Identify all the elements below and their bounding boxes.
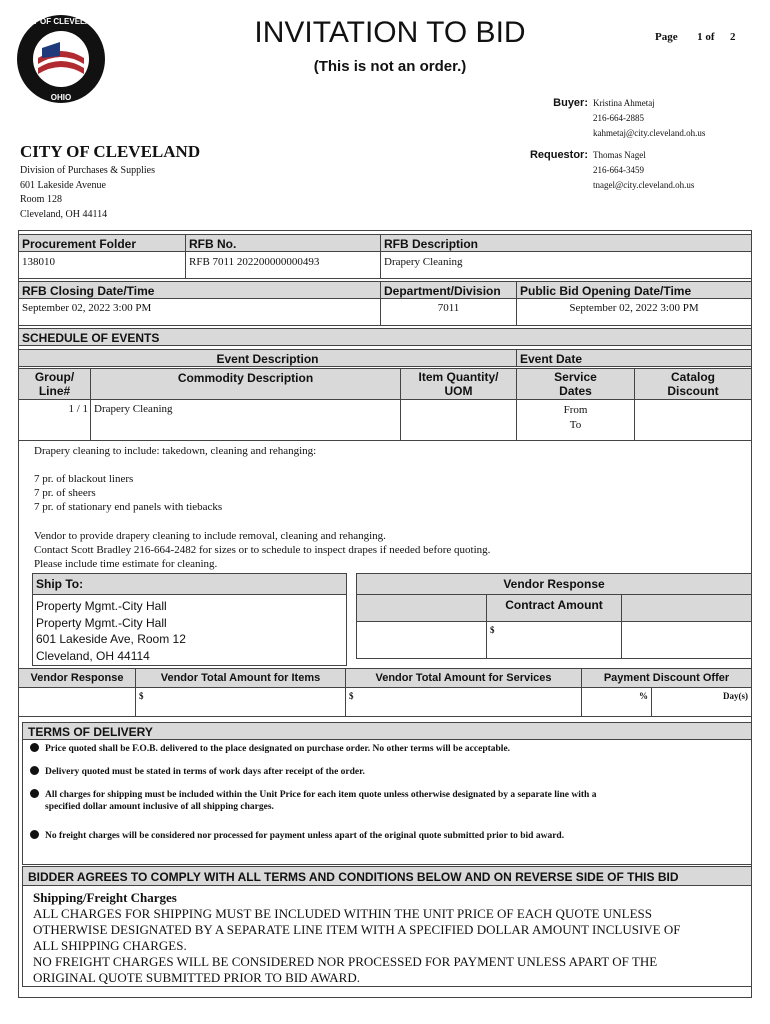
term-text-4: No freight charges will be considered nor processed for payment unless apart of the original quote submitted prior to bid award. [45,831,565,841]
rfb-description-header: RFB Description [380,234,752,252]
city-seal-logo [16,14,106,104]
desc-line-5: Vendor to provide drapery cleaning to include removal, cleaning and rehanging. [34,530,386,542]
buyer-label: Buyer: [553,97,588,109]
public-bid-opening-value: September 02, 2022 3:00 PM [516,298,752,326]
term-text-3b: specified dollar amount inclusive of all shipping charges. [45,802,274,812]
page-current: 1 [697,31,703,43]
shipping-para-1: ALL CHARGES FOR SHIPPING MUST BE INCLUDED WITHIN THE UNIT PRICE OF EACH QUOTE UNLESS [33,906,652,921]
service-to: To [569,419,582,431]
vendor-response-left-blank [356,594,487,622]
vendor-response-left-input[interactable] [356,621,487,659]
public-bid-opening-header: Public Bid Opening Date/Time [516,281,752,299]
term-text-1: Price quoted shall be F.O.B. delivered to the place designated on purchase order. No other terms will be acceptable. [45,744,511,754]
requestor-label: Requestor: [529,149,588,161]
bullet-icon [30,830,39,839]
shipping-freight-title: Shipping/Freight Charges [33,890,177,905]
desc-line-1: Drapery cleaning to include: takedown, cleaning and rehanging: [34,445,317,457]
item-quantity-header [400,368,517,400]
service-from: From [563,404,588,416]
vendor-response-right-input[interactable] [621,621,752,659]
ship-to-line-1: Property Mgmt.-City Hall [36,599,167,613]
event-date-header: Event Date [516,349,752,367]
terms-of-delivery-header: TERMS OF DELIVERY [22,722,752,740]
shipping-para-3: ALL SHIPPING CHARGES. [33,938,187,953]
term-text-3a: All charges for shipping must be included within the Unit Price for each item quote unless otherwise designated by a separate line with a [45,790,597,800]
buyer-phone: 216-664-2885 [593,113,644,123]
contract-amount-input[interactable] [486,621,622,659]
service-dates-header-2: Dates [559,384,592,398]
term-bullet-3 [30,789,596,813]
rfb-closing-header: RFB Closing Date/Time [18,281,381,299]
shipping-freight-block [22,885,752,987]
page-indicator [655,31,736,43]
rfb-closing-value: September 02, 2022 3:00 PM [18,298,381,326]
discount-days: Day(s) [723,691,748,701]
page-total: 2 [730,31,736,43]
items-dollar: $ [139,691,144,701]
catalog-discount-header-2: Discount [667,384,719,398]
ship-to-header: Ship To: [32,573,347,595]
vendor-total-items-input[interactable] [135,687,346,717]
desc-line-2: 7 pr. of blackout liners [34,473,134,485]
procurement-folder-header: Procurement Folder [18,234,186,252]
services-dollar: $ [349,691,354,701]
service-dates-header [516,368,635,400]
item-description-block [34,444,490,571]
bullet-icon [30,789,39,798]
contract-amount-dollar: $ [490,625,495,635]
group-line-header-2: Line# [38,384,71,398]
desc-line-7: Please include time estimate for cleaning. [34,558,218,570]
line-item-catalog-discount [634,399,752,441]
ship-to-line-3: 601 Lakeside Ave, Room 12 [36,632,186,646]
event-description-header: Event Description [18,349,517,367]
shipping-para-5: ORIGINAL QUOTE SUBMITTED PRIOR TO BID AWARD. [33,970,360,985]
item-quantity-header-2: UOM [444,384,473,398]
rfb-no-value: RFB 7011 202200000000493 [185,251,381,279]
buyer-info [593,96,705,141]
procurement-folder-value: 138010 [18,251,186,279]
bullet-icon [30,766,39,775]
contract-amount-header: Contract Amount [486,594,622,622]
org-address [20,164,155,222]
requestor-info [593,148,694,193]
catalog-discount-header [634,368,752,400]
department-division-value: 7011 [380,298,517,326]
schedule-of-events-header: SCHEDULE OF EVENTS [18,328,752,346]
org-line3: Room 128 [20,194,62,205]
term-bullet-4 [30,830,564,842]
vendor-response-input[interactable] [18,687,136,717]
shipping-para-2: OTHERWISE DESIGNATED BY A SEPARATE LINE ITEM WITH A SPECIFIED DOLLAR AMOUNT INCLUSIVE OF [33,922,681,937]
ship-to-address [32,594,347,666]
payment-discount-header: Payment Discount Offer [581,668,752,688]
svg-text:CITY OF CLEVELAND: CITY OF CLEVELAND [19,17,103,26]
rfb-no-header: RFB No. [185,234,381,252]
bullet-icon [30,743,39,752]
desc-line-4: 7 pr. of stationary end panels with tiebacks [34,501,223,513]
discount-percent: % [639,691,648,701]
buyer-name: Kristina Ahmetaj [593,98,655,108]
service-dates-header-1: Service [554,370,597,384]
vendor-total-services-input[interactable] [345,687,582,717]
line-item-number: 1 / 1 [18,399,91,441]
shipping-para-4: NO FREIGHT CHARGES WILL BE CONSIDERED NOR PROCESSED FOR PAYMENT UNLESS APART OF THE [33,954,658,969]
vendor-response-right-blank [621,594,752,622]
org-line1: Division of Purchases & Supplies [20,165,155,176]
catalog-discount-header-1: Catalog [670,370,715,384]
item-quantity-header-1: Item Quantity/ [418,370,499,384]
term-bullet-2 [30,766,365,778]
requestor-phone: 216-664-3459 [593,165,644,175]
document-subtitle: (This is not an order.) [313,58,467,75]
vendor-total-items-header: Vendor Total Amount for Items [135,668,346,688]
rfb-description-value: Drapery Cleaning [380,251,752,279]
document-title: INVITATION TO BID [254,16,526,49]
ship-to-line-4: Cleveland, OH 44114 [36,648,150,663]
page-label: Page [655,31,678,43]
ship-to-line-2: Property Mgmt.-City Hall [36,615,167,630]
vendor-response-header: Vendor Response [18,668,136,688]
bidder-agreement-header: BIDDER AGREES TO COMPLY WITH ALL TERMS AND CONDITIONS BELOW AND ON REVERSE SIDE OF THIS BID [22,866,752,886]
org-line2: 601 Lakeside Avenue [20,179,106,191]
term-bullet-1 [30,743,510,755]
vendor-total-services-header: Vendor Total Amount for Services [345,668,582,688]
group-line-header [18,368,91,400]
buyer-email: kahmetaj@city.cleveland.oh.us [593,128,706,138]
requestor-email: tnagel@city.cleveland.oh.us [593,180,695,190]
payment-discount-percent-input[interactable] [581,687,652,717]
department-division-header: Department/Division [380,281,517,299]
org-line4: Cleveland, OH 44114 [20,208,108,220]
requestor-name: Thomas Nagel [593,150,646,160]
vendor-response-box-header: Vendor Response [356,573,752,595]
commodity-description-header: Commodity Description [90,368,401,400]
line-item-service-dates [516,399,635,441]
line-item-quantity [400,399,517,441]
line-item-description: Drapery Cleaning [90,399,401,441]
group-line-header-1: Group/ [34,370,75,384]
term-text-2: Delivery quoted must be stated in terms of work days after receipt of the order. [45,767,365,777]
desc-line-3: 7 pr. of sheers [34,487,96,499]
org-name: CITY OF CLEVELAND [20,142,201,161]
page-of: of [705,31,715,43]
payment-discount-days-input[interactable] [651,687,752,717]
desc-line-6: Contact Scott Bradley 216-664-2482 for sizes or to schedule to inspect drapes if needed before quoting. [34,544,491,556]
svg-text:OHIO: OHIO [50,93,72,102]
